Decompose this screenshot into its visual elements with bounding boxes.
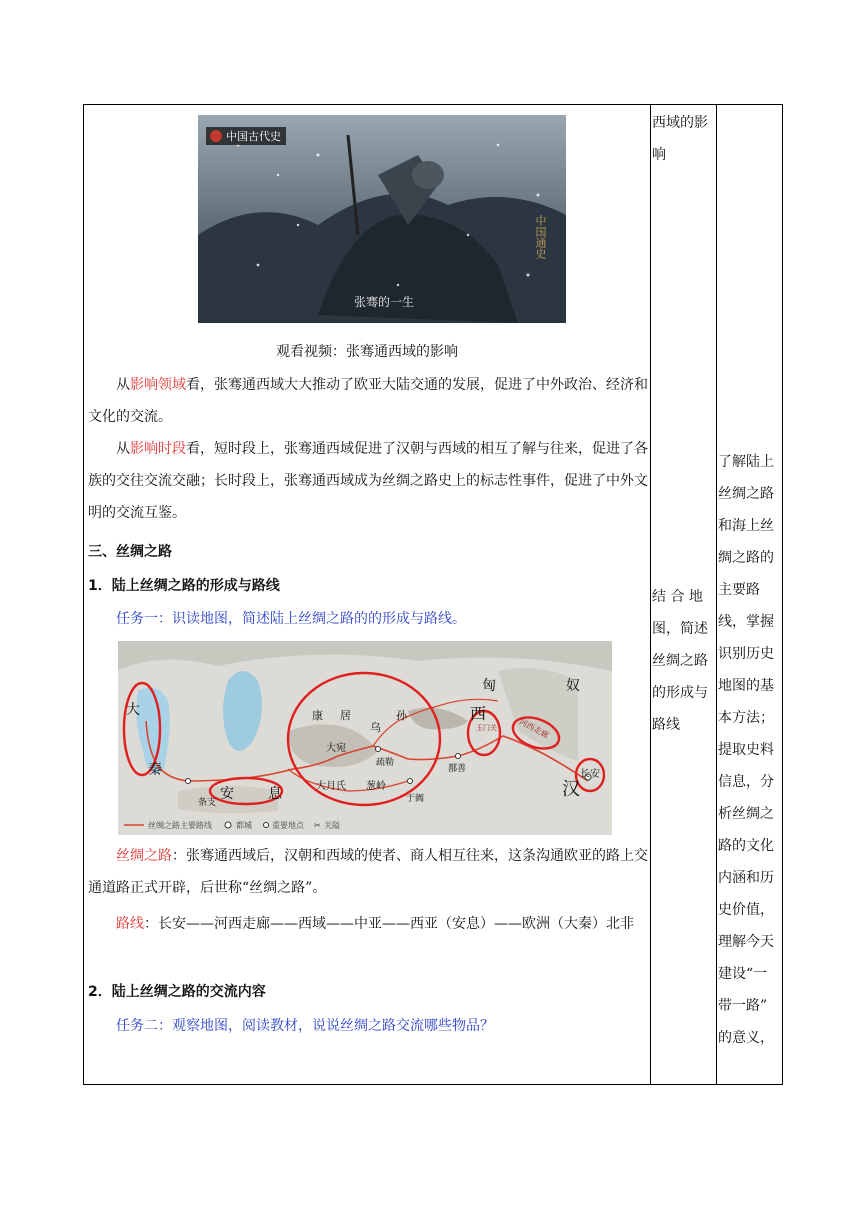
- map-label: 息: [268, 786, 282, 802]
- map-label: 奴: [566, 678, 580, 694]
- text-line: 本方法；: [718, 710, 774, 726]
- task-two: 任务二：观察地图，阅读教材，说说丝绸之路交流哪些物品？: [116, 1018, 494, 1034]
- map-graphic: [118, 641, 612, 835]
- text-line: 带一路”: [718, 998, 768, 1014]
- activity-top: [652, 107, 716, 171]
- text-line: 析丝绸之: [718, 806, 774, 822]
- text-line: 西域的影: [652, 115, 708, 131]
- map-label: 葱岭: [366, 781, 386, 792]
- map-legend-place: 重要地点: [272, 821, 304, 830]
- subsection-heading: 1．陆上丝绸之路的形成与路线: [88, 578, 280, 594]
- text: ：长安——河西走廊——西域——中亚——西亚（安息）——欧洲（大秦）北非: [144, 916, 634, 932]
- text-line: 响: [652, 147, 666, 163]
- text-line: 地图的基: [718, 678, 774, 694]
- activity-middle: [652, 581, 716, 741]
- map-legend-pass: 关隘: [324, 821, 340, 830]
- objective-text: [718, 446, 784, 1054]
- map-label: 匈: [482, 678, 496, 694]
- map-label: 乌: [370, 721, 381, 734]
- map-label: 鄯善: [448, 764, 467, 774]
- paragraph-silk-road: [88, 840, 648, 904]
- map-label: 于阗: [406, 794, 425, 804]
- paragraph-route: [88, 908, 648, 940]
- lesson-table: [83, 104, 783, 1085]
- text-line: 路的文化: [718, 838, 774, 854]
- text-line: 丝绸之路: [652, 653, 708, 669]
- text-line: 丝绸之路: [718, 486, 774, 502]
- map-label: 居: [340, 709, 351, 722]
- text-line: 图，简述: [652, 621, 708, 637]
- svg-text:✂: ✂: [314, 821, 321, 830]
- text-line: 了解陆上: [718, 454, 774, 470]
- text: ：张骞通西域后，汉朝和西域的使者、商人相互往来，这条沟通欧亚的路上交通道路正式开辟，后世称“丝绸之路”。: [88, 848, 648, 896]
- map-label: 玉门关: [476, 724, 497, 732]
- map-legend-route: 丝绸之路主要路线: [148, 821, 212, 830]
- highlight-term: 丝绸之路: [116, 848, 172, 864]
- map-label: 孙: [396, 709, 407, 722]
- map-label: 大月氏: [316, 781, 346, 792]
- text-line: 建设“一: [718, 966, 768, 982]
- video-side-text: 中国通史: [534, 215, 547, 259]
- video-thumbnail[interactable]: [198, 115, 566, 323]
- map-label: 河西走廊: [517, 717, 551, 740]
- paragraph-influence-time: [88, 433, 648, 529]
- text: 看，张骞通西域大大推动了欧亚大陆交通的发展，促进了中外政治、经济和文化的交流。: [88, 377, 648, 425]
- text-line: 结 合 地: [652, 589, 703, 605]
- text-line: 识别历史: [718, 646, 774, 662]
- highlight-term: 影响领域: [130, 377, 186, 393]
- map-label: 大: [126, 702, 140, 718]
- paragraph-influence-field: [88, 369, 648, 433]
- map-legend-capital: 都城: [236, 821, 252, 830]
- highlight-term: 影响时段: [130, 441, 186, 457]
- text-line: 的形成与: [652, 685, 708, 701]
- text-line: 路线: [652, 717, 680, 733]
- video-caption: 观看视频：张骞通西域的影响: [276, 344, 458, 360]
- highlight-term: 路线: [116, 916, 144, 932]
- map-label: 安: [220, 786, 234, 802]
- text-line: 内涵和历: [718, 870, 774, 886]
- text: 从: [116, 377, 130, 393]
- text-line: 绸之路的: [718, 550, 774, 566]
- video-subtitle: 张骞的一生: [354, 295, 415, 309]
- video-logo: 中国古代史: [226, 130, 281, 143]
- map-label: 康: [312, 709, 323, 722]
- text-line: 线，掌握: [718, 614, 774, 630]
- text-line: 和海上丝: [718, 518, 774, 534]
- map-label: 西: [470, 704, 487, 723]
- activity-column: [650, 105, 716, 1084]
- content-column: [84, 105, 650, 1084]
- text-line: 提取史料: [718, 742, 774, 758]
- video-scene: [198, 115, 566, 323]
- map-label: 大宛: [326, 743, 346, 754]
- text-line: 史价值，: [718, 902, 774, 918]
- text-line: 的意义，: [718, 1030, 774, 1046]
- text-line: 理解今天: [718, 934, 774, 950]
- subsection-heading: 2．陆上丝绸之路的交流内容: [88, 984, 266, 1000]
- text: 看，短时段上，张骞通西域促进了汉朝与西域的相互了解与往来，促进了各族的交往交流交融；长时段上，张骞通西域成为丝绸之路史上的标志性事件，促进了中外文明的交流互鉴。: [88, 441, 648, 521]
- map-label: 秦: [148, 762, 162, 778]
- silk-road-map: [118, 641, 612, 835]
- task-one: 任务一：识读地图，简述陆上丝绸之路的的形成与路线。: [116, 611, 466, 627]
- objective-column: [716, 105, 784, 1084]
- map-label: 疏勒: [376, 758, 395, 768]
- map-label: 条支: [198, 798, 217, 808]
- text: 从: [116, 441, 130, 457]
- map-label: 汉: [562, 779, 580, 800]
- map-label: 长安: [580, 769, 600, 780]
- text-line: 信息，分: [718, 774, 774, 790]
- text-line: 主要路: [718, 582, 760, 598]
- section-heading: 三、丝绸之路: [88, 544, 172, 560]
